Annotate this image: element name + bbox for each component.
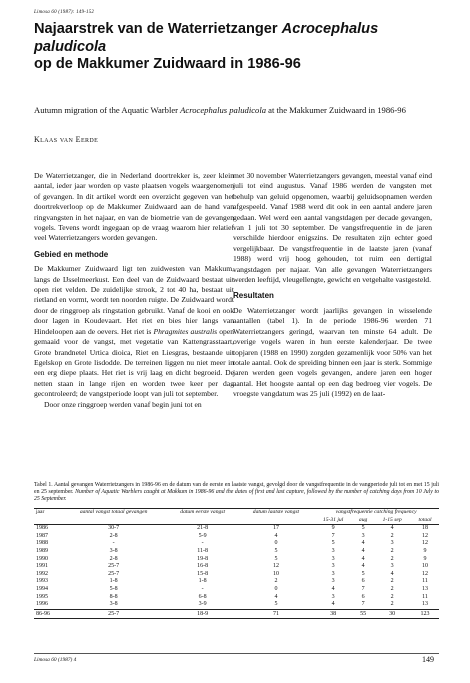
total-a: 25-7 [61, 609, 167, 619]
table-row [34, 586, 439, 594]
table-row [34, 563, 439, 571]
article-subtitle [34, 105, 439, 115]
cell-year: 1988 [36, 540, 48, 547]
cell-c: 2 [274, 578, 278, 585]
cell-f: 2 [390, 601, 394, 608]
cell-b: 6-8 [198, 593, 207, 600]
cell-c: 12 [272, 563, 279, 570]
cell-b: 16-8 [197, 563, 209, 570]
table-total-row [34, 609, 439, 619]
sub-col-1: 15-31 jul [313, 517, 353, 525]
cell-f: 4 [390, 570, 394, 577]
cell-a: 2-8 [109, 532, 118, 539]
subtitle-end: at the Makkumer Zuidwaard in 1986-96 [266, 105, 406, 115]
table-row [34, 540, 439, 548]
cell-d: 3 [331, 563, 335, 570]
title-main: Najaarstrek van de Waterrietzanger [34, 21, 282, 37]
cell-e: 4 [361, 540, 365, 547]
cell-a: 30-7 [108, 525, 120, 532]
cell-b: 3-9 [198, 601, 207, 608]
cell-year: 1990 [36, 555, 48, 562]
table-row [34, 525, 439, 533]
total-c: 71 [239, 609, 313, 619]
cell-d: 4 [331, 601, 335, 608]
caption-english: Number of Aquatic Warblers caught at Makkum in 1986-96 and the dates of first and last capture, followed by the number of catching days from 10 July to 25 September. [34, 489, 439, 503]
cell-b: 15-8 [197, 570, 209, 577]
cell-a: 8-8 [109, 593, 118, 600]
cell-c: 5 [274, 601, 278, 608]
total-e: 55 [353, 609, 373, 619]
cell-year: 1991 [36, 563, 48, 570]
cell-f: 2 [390, 532, 394, 539]
cell-f: 2 [390, 585, 394, 592]
cell-f: 2 [390, 555, 394, 562]
total-d: 38 [313, 609, 353, 619]
col-first-catch: datum eerste vangst [167, 509, 239, 517]
footer-rule [34, 653, 439, 654]
cell-g: 10 [422, 563, 429, 570]
cell-b: 1-8 [198, 578, 207, 585]
table-row [34, 571, 439, 579]
cell-g: 18 [422, 525, 429, 532]
cell-e: 4 [361, 555, 365, 562]
page-number: 149 [422, 655, 434, 664]
col-frequency: vangstfrequentie catching frequency [313, 509, 439, 517]
subtitle-species: Acrocephalus paludicola [180, 105, 267, 115]
cell-d: 3 [331, 570, 335, 577]
cell-b: 5-9 [198, 532, 207, 539]
section-heading-results: Resultaten [233, 291, 274, 301]
cell-c: 10 [272, 570, 279, 577]
cell-d: 9 [331, 525, 335, 532]
total-g: 123 [411, 609, 439, 619]
cell-year: 1992 [36, 570, 48, 577]
cell-d: 7 [331, 532, 335, 539]
cell-c: 4 [274, 593, 278, 600]
intro-paragraph: De Waterrietzanger, die in Nederland doortrekker is, zeer klein aantal, ieder jaar worden op vaste plaatsen vogels waargenomen of gevangen. In dit artikel wordt een overzicht gegeven van het doortrekverloop op de Makkumer Zuidwaard aan de hand van ringvangsten in het najaar, en van de biometrie van de gevangen vogels. Tevens wordt ingegaan op de vraag waarom hier relatief veel Waterrietzangers worden gevangen. [34, 171, 234, 243]
methods-species: Phragmites australis [153, 326, 218, 336]
cell-e: 4 [361, 563, 365, 570]
cell-g: 13 [422, 585, 429, 592]
cell-d: 4 [331, 585, 335, 592]
right-column [233, 171, 432, 400]
table-body [34, 525, 439, 619]
cell-e: 5 [361, 570, 365, 577]
cell-c: 4 [274, 532, 278, 539]
cell-c: 5 [274, 555, 278, 562]
table-row [34, 533, 439, 541]
table-row [34, 578, 439, 586]
author-name: Klaas van Eerde [34, 135, 99, 144]
cell-f: 3 [390, 540, 394, 547]
col-total-caught: aantal vangst totaal gevangen [61, 509, 167, 517]
cell-year: 1993 [36, 578, 48, 585]
cell-d: 3 [331, 578, 335, 585]
cell-g: 12 [422, 532, 429, 539]
catch-table [34, 508, 439, 619]
cell-d: 5 [331, 540, 335, 547]
cell-a: 5-8 [109, 585, 118, 592]
subtitle-main: Autumn migration of the Aquatic Warbler [34, 105, 181, 115]
cell-c: 5 [274, 547, 278, 554]
total-year: 86-96 [34, 609, 61, 619]
cell-a: 25-7 [108, 563, 120, 570]
running-head: Limosa 60 (1987): 149-152 [34, 10, 95, 15]
cell-c: 17 [272, 525, 279, 532]
cell-g: 11 [422, 578, 428, 585]
cell-a: 1-8 [109, 578, 118, 585]
col-year: jaar [34, 509, 61, 517]
cell-year: 1995 [36, 593, 48, 600]
cell-c: 0 [274, 585, 278, 592]
section-heading-methods: Gebied en methode [34, 249, 109, 259]
sub-col-4: totaal [411, 517, 439, 525]
cell-year: 1996 [36, 601, 48, 608]
sub-col-2: aug [353, 517, 373, 525]
cell-d: 3 [331, 547, 335, 554]
cell-f: 2 [390, 578, 394, 585]
cell-c: 0 [274, 540, 278, 547]
cell-year: 1994 [36, 585, 48, 592]
table-row [34, 548, 439, 556]
cell-a: - [112, 540, 115, 547]
cell-e: 5 [361, 525, 365, 532]
table-caption [34, 482, 439, 504]
cell-f: 4 [390, 525, 394, 532]
cell-b: 19-8 [197, 555, 209, 562]
cell-a: 3-8 [109, 601, 118, 608]
table-row [34, 594, 439, 602]
article-title [34, 21, 444, 74]
cell-f: 3 [390, 563, 394, 570]
footer-journal: Limosa 60 (1987) 4 [34, 657, 77, 663]
cell-e: 7 [361, 601, 365, 608]
results-paragraph: De Waterrietzanger wordt jaarlijks gevangen in wisselende aantallen (tabel 1). In de periode 1986-96 werden 71 Waterrietzangers geringd, waarvan ten minste 64 adult. De overige vogels waren in hun eerste kalenderjaar. De twee topjaren (1988 en 1990) zorgden gezamenlijk voor 50% van het totale aantal. Ook de spreiding binnen een jaar is sterk. Sommige jaren werden geen vogels gevangen, andere jaren een hoger aantal. Het hoogste aantal op een dag bedroeg vier vogels. De vroegste vangdatum was 25 juli (1992) en de laat- [233, 305, 432, 399]
cell-g: 13 [422, 601, 429, 608]
methods-text-2: open gemaaid voor de vangst, met vegetatie van Kattengrasstaart, Grote brandnetel Urtica dioica, Riet en Liesgras, bestaande uit Egelskop en Grote lisdodde. De terreinen liggen nu niet meer in een erg diepe plaats. Het riet is vrij laag en dicht begroeid. De netten staan in lange rijen en worden twee keer per dag gecontroleerd; de vangstperiode loopt van juli tot september. [34, 326, 234, 399]
cell-b: - [201, 540, 204, 547]
cell-f: 2 [390, 593, 394, 600]
cell-a: 2-8 [109, 555, 118, 562]
sub-col-3: 1-15 sep [373, 517, 411, 525]
cell-g: 9 [423, 555, 427, 562]
cell-year: 1986 [36, 525, 48, 532]
cell-e: 6 [361, 578, 365, 585]
cell-e: 3 [361, 532, 365, 539]
title-end: op de Makkumer Zuidwaard in 1986-96 [34, 56, 301, 72]
table-row [34, 601, 439, 609]
cell-a: 25-7 [108, 570, 120, 577]
cell-b: 11-8 [197, 547, 209, 554]
cell-f: 2 [390, 547, 394, 554]
methods-paragraph-2: Door onze ringgroep werden vanaf begin juni tot en [44, 399, 202, 409]
cell-b: - [201, 585, 204, 592]
col-last-catch: datum laatste vangst [239, 509, 313, 517]
cell-d: 3 [331, 593, 335, 600]
cell-e: 7 [361, 585, 365, 592]
table-row [34, 556, 439, 564]
total-b: 18-9 [167, 609, 239, 619]
title-species: Acrocephalus paludicola [34, 21, 379, 55]
methods-text-1: De Makkumer Zuidwaard ligt ten zuidwesten van Makkum, langs de IJsselmeerkust. Een deel van de Zuidwaard bestaat uit open riet velden. De zuidelijke strook, 2 tot 40 ha, bestaat uit rietland en vormt, wordt ten noorden ruigte. De Zuidwaard wordt door de ringgroep als ringstation gebruikt. Vanaf de kooi en ook door lagen in Koudevaart. Het riet en bies hier langs van Hindeloopen aan de oevers. Het riet is [34, 264, 234, 336]
total-f: 30 [373, 609, 411, 619]
cell-d: 3 [331, 555, 335, 562]
cell-e: 6 [361, 593, 365, 600]
cell-year: 1989 [36, 547, 48, 554]
cell-a: 3-8 [109, 547, 118, 554]
caption-dutch: Tabel 1. Aantal gevangen Waterrietzangers in 1986-96 en de datum van de eerste en laatste vangst, gevolgd door de vangstfrequentie in de vangperiode juli tot en met 15 juli en 25 september. [34, 482, 439, 496]
left-column [34, 171, 234, 410]
cell-b: 21-8 [197, 525, 209, 532]
methods-continued: met 30 november Waterrietzangers gevangen, meestal vanaf eind juli tot eind augustus. Vanaf 1986 werden de vangsten met behulp van geluid opgenomen, waarbij geluidsopnamen werden afgespeeld. Vanaf 1988 werd dit ook in een aantal andere jaren gedaan. Wel werd een aantal vangstdagen per decade gevangen, van 1 juli tot 30 september. De vangstfrequentie in de jaren verschilde hierdoor enigszins. De resultaten zijn echter goed vergelijkbaar. De vangstfrequentie in de laatste jaren (vanaf 1988) werd vrij hoog gehouden, tot ruim een dertigtal vangstdagen per najaar. Van alle gevangen Waterrietzangers werden leeftijd, vleugellengte, gewicht en vetgehalte vastgesteld. [233, 171, 432, 285]
cell-g: 12 [422, 570, 429, 577]
cell-year: 1987 [36, 532, 48, 539]
cell-g: 11 [422, 593, 428, 600]
methods-paragraph [34, 264, 234, 399]
cell-g: 12 [422, 540, 429, 547]
cell-g: 9 [423, 547, 427, 554]
cell-e: 4 [361, 547, 365, 554]
